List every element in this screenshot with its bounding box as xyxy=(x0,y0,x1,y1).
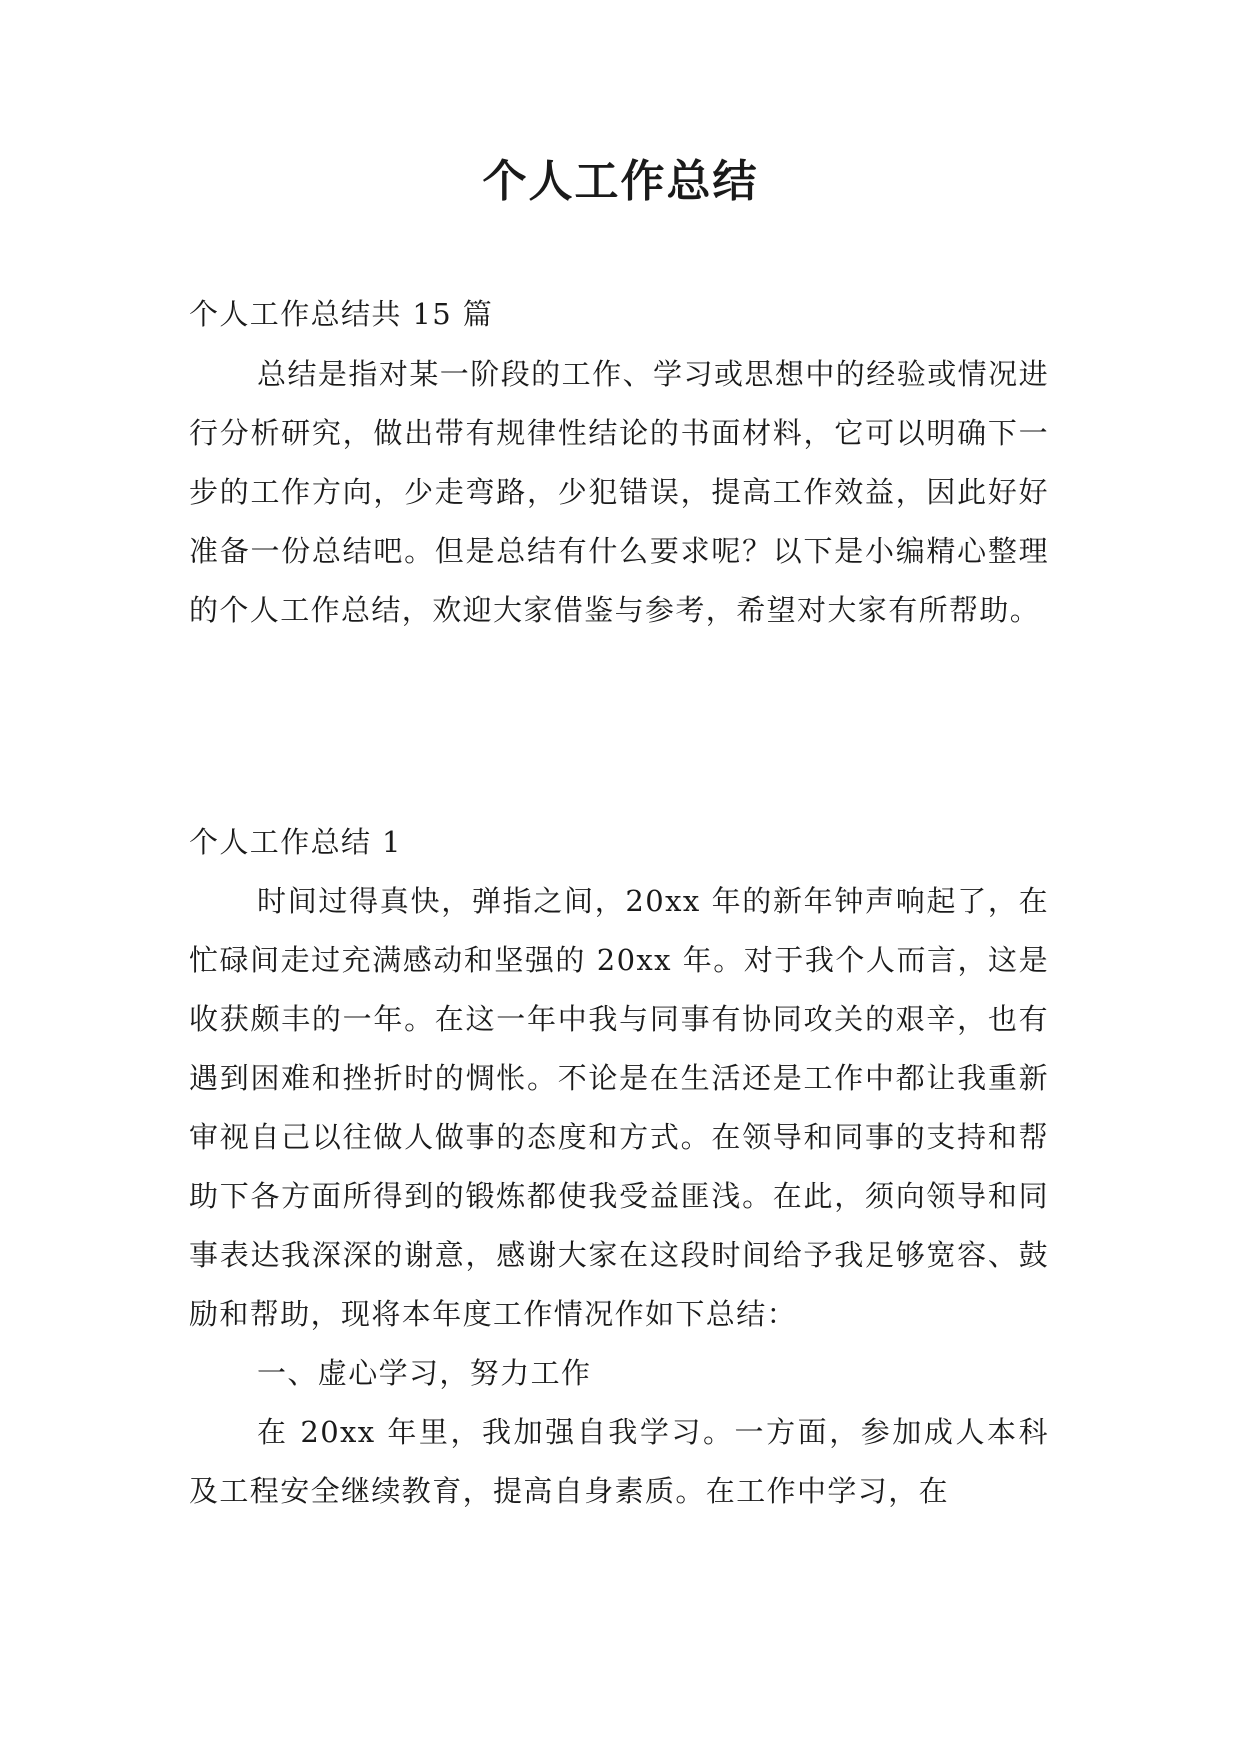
document-subtitle: 个人工作总结共 15 篇 xyxy=(189,297,494,331)
subsection-heading: 一、虚心学习，努力工作 xyxy=(257,1356,592,1390)
section-heading: 个人工作总结 1 xyxy=(189,825,402,859)
section-body xyxy=(189,872,1049,1521)
document-title: 个人工作总结 xyxy=(482,156,759,207)
body-paragraph: 在 20xx 年里，我加强自我学习。一方面，参加成人本科及工程安全继续教育，提高自身素质。在工作中学习，在 xyxy=(189,1415,1049,1508)
intro-paragraph: 总结是指对某一阶段的工作、学习或思想中的经验或情况进行分析研究，做出带有规律性结论的书面材料，它可以明确下一步的工作方向，少走弯路，少犯错误，提高工作效益，因此好好准备一份总结吧。但是总结有什么要求呢？以下是小编精心整理的个人工作总结，欢迎大家借鉴与参考，希望对大家有所帮助。 xyxy=(189,357,1049,627)
body-paragraph: 时间过得真快，弹指之间，20xx 年的新年钟声响起了，在忙碌间走过充满感动和坚强的 20xx 年。对于我个人而言，这是收获颇丰的一年。在这一年中我与同事有协同攻关的艰辛，也有遇到困难和挫折时的惆怅。不论是在生活还是工作中都让我重新审视自己以往做人做事的态度和方式。在领导和同事的支持和帮助下各方面所得到的锻炼都使我受益匪浅。在此，须向领导和同事表达我深深的谢意，感谢大家在这段时间给予我足够宽容、鼓励和帮助，现将本年度工作情况作如下总结： xyxy=(189,884,1049,1331)
